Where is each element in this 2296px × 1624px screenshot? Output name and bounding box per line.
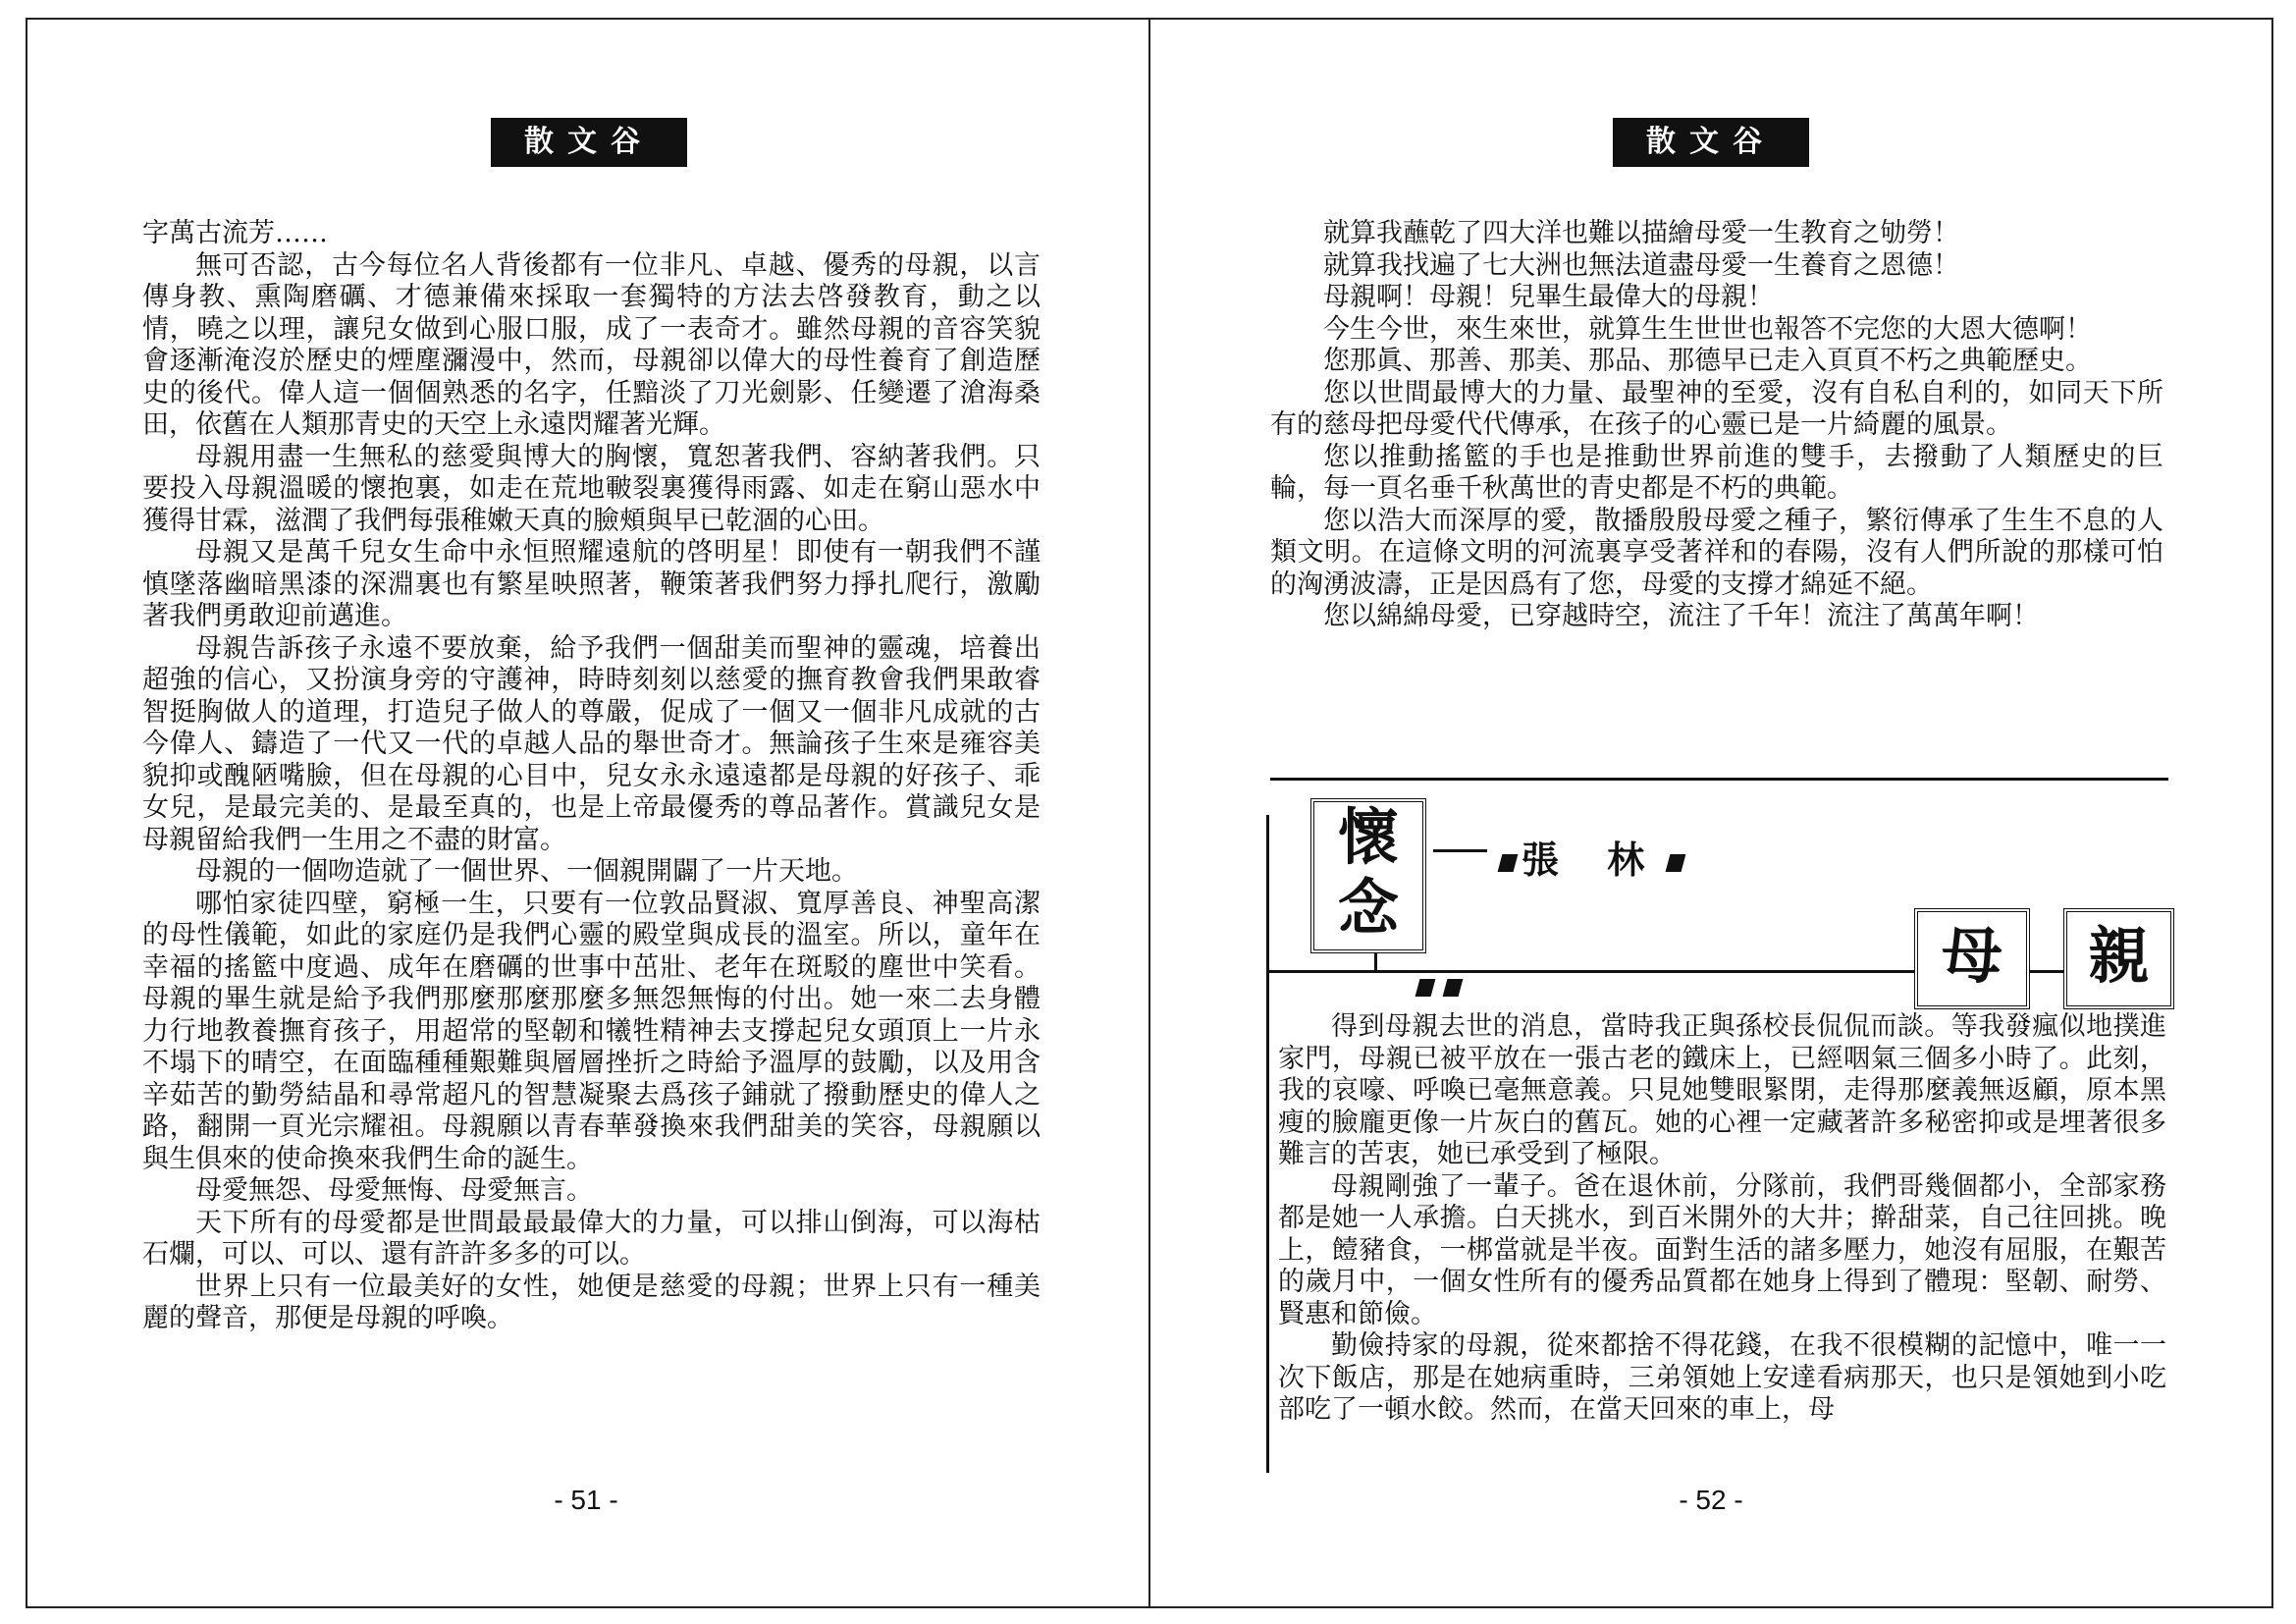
paragraph: 母親的一個吻造就了一個世界、一個親開闢了一片天地。 bbox=[195, 856, 858, 887]
paragraph: 世界上只有一位最美好的女性，她便是慈愛的母親；世界上只有一種美麗的聲音，那便是母親的呼喚。 bbox=[142, 1271, 1041, 1333]
paragraph: 勤儉持家的母親，從來都捨不得花錢，在我不很模糊的記憶中，唯一一次下飯店，那是在她病重時，三弟領她上安達看病那天，也只是領她到小吃部吃了一頓水餃。然而，在當天回來的車上，母 bbox=[1278, 1330, 2166, 1425]
paragraph: 母愛無怨、母愛無悔、母愛無言。 bbox=[195, 1175, 593, 1206]
decor-squares bbox=[1412, 977, 1467, 997]
title-frame-line bbox=[1423, 970, 2169, 973]
title-box-qin: 親 bbox=[2063, 908, 2174, 1009]
decor-square-icon bbox=[1498, 854, 1519, 872]
paragraph: 母親啊！母親！兒畢生最偉大的母親！ bbox=[1323, 282, 1774, 312]
paragraph: 今生今世，來生來世，就算生生世世也報答不完您的大恩大德啊！ bbox=[1323, 313, 2092, 345]
decor-square-icon bbox=[1666, 854, 1686, 872]
paragraph: 您那眞、那善、那美、那品、那德早已走入頁頁不朽之典範歷史。 bbox=[1323, 346, 2092, 376]
author-name: 張 林 bbox=[1522, 839, 1663, 882]
article-author bbox=[1494, 830, 1689, 884]
paragraph: 得到母親去世的消息，當時我正與孫校長侃侃而談。等我發瘋似地撲進家門，母親已被平放在一張古老的鐵床上，已經咽氣三個多小時了。此刻，我的哀嚎、呼喚已毫無意義。只見她雙眼緊閉，走得那麼義無返顧，原本黑瘦的臉龐更像一片灰白的舊瓦。她的心裡一定藏著許多秘密抑或是埋著很多難言的苦衷，她已承受到了極限。 bbox=[1278, 1011, 2166, 1169]
paragraph: 您以綿綿母愛，已穿越時空，流注了千年！流注了萬萬年啊！ bbox=[1323, 601, 2039, 631]
decor-square-icon bbox=[1443, 979, 1464, 997]
paragraph: 就算我找遍了七大洲也無法道盡母愛一生養育之恩德！ bbox=[1323, 249, 1959, 281]
article-body bbox=[1278, 1011, 2166, 1427]
title-box-mu: 母 bbox=[1914, 908, 2030, 1009]
paragraph: 母親又是萬千兒女生命中永恒照耀遠航的啓明星！即使有一朝我們不謹慎墜落幽暗黑漆的深淵裏也有繁星映照著，鞭策著我們努力掙扎爬行，激勵著我們勇敢迎前邁進。 bbox=[142, 537, 1041, 631]
section-divider bbox=[1270, 778, 2168, 781]
paragraph: 母親用盡一生無私的慈愛與博大的胸懷，寬恕著我們、容納著我們。只要投入母親溫暖的懷抱裏，如走在荒地皸裂裏獲得雨露、如走在窮山惡水中獲得甘霖，滋潤了我們每張稚嫩天真的臉頰與早已乾涸的心田。 bbox=[142, 441, 1041, 536]
paragraph: 您以世間最博大的力量、最聖神的至愛，沒有自私自利的，如同天下所有的慈母把母愛代代傳承，在孩子的心靈已是一片綺麗的風景。 bbox=[1270, 377, 2163, 440]
paragraph: 母親告訴孩子永遠不要放棄，給予我們一個甜美而聖神的靈魂，培養出超強的信心，又扮演身旁的守護神，時時刻刻以慈愛的撫育教會我們果敢睿智挺胸做人的道理，打造兒子做人的尊嚴，促成了一個又一個非凡成就的古今偉人、鑄造了一代又一代的卓越人品的舉世奇才。無論孩子生來是雍容美貌抑或醜陋嘴臉，但在母親的心目中，兒女永永遠遠都是母親的好孩子、乖女兒，是最完美的、是最至真的，也是上帝最優秀的尊品著作。賞識兒女是母親留給我們一生用之不盡的財富。 bbox=[142, 632, 1041, 855]
paragraph: 您以浩大而深厚的愛，散播殷殷母愛之種子，繁衍傳承了生生不息的人類文明。在這條文明的河流裏享受著祥和的春陽，沒有人們所說的那樣可怕的洶湧波濤，正是因爲有了您，母愛的支撐才綿延不絕。 bbox=[1270, 505, 2163, 600]
paragraph: 天下所有的母愛都是世間最最最偉大的力量，可以排山倒海，可以海枯石爛，可以、可以、還有許許多多的可以。 bbox=[142, 1207, 1041, 1270]
paragraph: 就算我蘸乾了四大洋也難以描繪母愛一生教育之劬勞！ bbox=[1323, 218, 1959, 248]
right-page-number: - 52 - bbox=[1679, 1485, 1743, 1515]
paragraph: 字萬古流芳…… bbox=[142, 218, 328, 248]
article-left-rule bbox=[1266, 1001, 1269, 1473]
article-title-block bbox=[1266, 790, 2179, 1001]
paragraph: 母親剛強了一輩子。爸在退休前，分隊前，我們哥幾個都小，全部家務都是她一人承擔。白天挑水，到百米開外的大井；擀甜菜，自己往回挑。晚上，饐豬食，一梆當就是半夜。面對生活的諸多壓力，她沒有屈服，在艱苦的歲月中，一個女性所有的優秀品質都在她身上得到了體現：堅韌、耐勞、賢惠和節儉。 bbox=[1278, 1170, 2166, 1329]
title-frame-line bbox=[1266, 970, 1423, 973]
paragraph: 無可否認，古今每位名人背後都有一位非凡、卓越、優秀的母親，以言傳身教、熏陶磨礪、才德兼備來採取一套獨特的方法去啓發教育，動之以情，曉之以理，讓兒女做到心服口服，成了一表奇才。雖然母親的音容笑貌會逐漸淹沒於歷史的煙塵瀰漫中，然而，母親卻以偉大的母性養育了創造歷史的後代。偉人這一個個熟悉的名字，任黯淡了刀光劍影、任變遷了滄海桑田，依舊在人類那青史的天空上永遠閃耀著光輝。 bbox=[142, 249, 1041, 440]
right-running-header: 散文谷 bbox=[1613, 118, 1809, 167]
title-frame-line bbox=[1433, 849, 1487, 852]
right-page-body bbox=[1270, 218, 2163, 633]
book-gutter bbox=[1148, 18, 1150, 1608]
decor-square-icon bbox=[1415, 979, 1436, 997]
paragraph: 哪怕家徒四壁，窮極一生，只要有一位敦品賢淑、寬厚善良、神聖高潔的母性儀範，如此的家庭仍是我們心靈的殿堂與成長的溫室。所以，童年在幸福的搖籃中度過、成年在磨礪的世事中茁壯、老年在斑駁的塵世中笑看。母親的畢生就是給予我們那麼那麼那麼多無怨無悔的付出。她一來二去身體力行地教養撫育孩子，用超常的堅韌和犧牲精神去支撐起兒女頭頂上一片永不塌下的晴空，在面臨種種艱難與層層挫折之時給予溫厚的鼓勵，以及用含辛茹苦的勤勞結晶和尋常超凡的智慧凝聚去爲孩子鋪就了撥動歷史的偉人之路，翻開一頁光宗耀祖。母親願以青春華發換來我們甜美的笑容，母親願以與生俱來的使命換來我們生命的誕生。 bbox=[142, 888, 1041, 1174]
left-running-header: 散文谷 bbox=[491, 118, 687, 167]
paragraph: 您以推動搖籃的手也是推動世界前進的雙手，去撥動了人類歷史的巨輪，每一頁名垂千秋萬世的青史都是不朽的典範。 bbox=[1270, 441, 2163, 504]
title-char: 念 bbox=[1337, 872, 1399, 944]
title-char: 懷 bbox=[1337, 801, 1399, 873]
left-page-number: - 51 - bbox=[554, 1485, 618, 1515]
left-page-body bbox=[142, 218, 1041, 1335]
title-frame-line bbox=[1266, 815, 1269, 1001]
title-box-huainian bbox=[1310, 798, 1426, 953]
